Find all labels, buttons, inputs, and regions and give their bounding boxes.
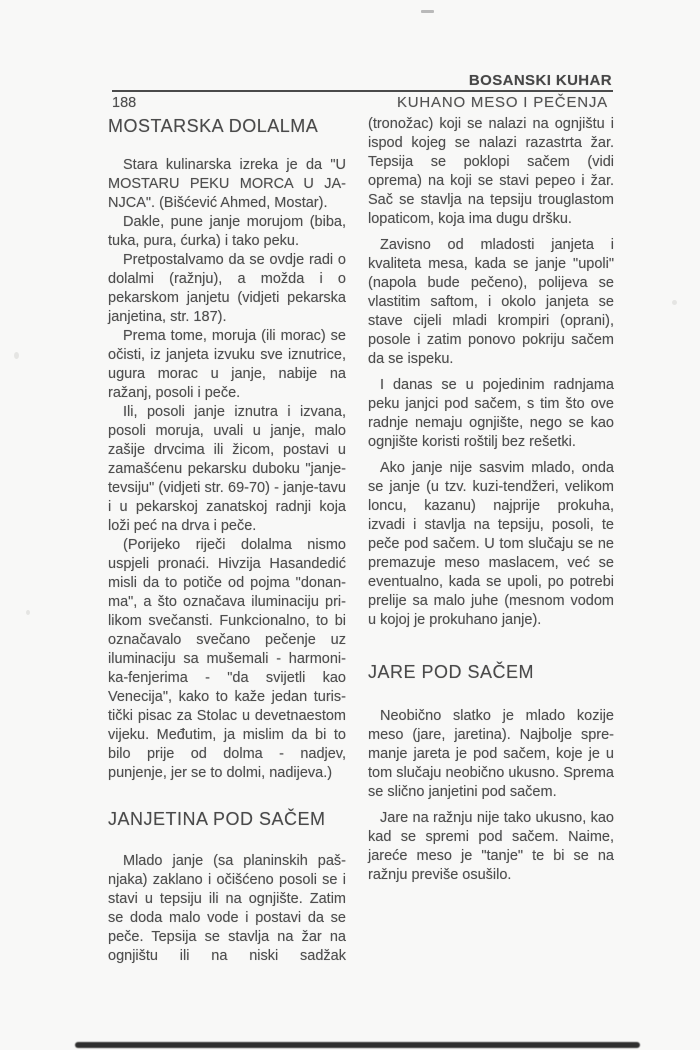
scan-artifact-top-dash [421,10,434,13]
paragraph: Prema tome, moruja (ili morac) se očisti, iz janjeta izvuku sve iznutrice, ugura morac u janje, nabije na ražanj, posoli i peče. [108,328,346,401]
section-heading-jare-pod-sacem: JARE POD SAČEM [368,662,535,682]
paragraph: Dakle, pune janje morujom (biba, tuka, pura, ćurka) i tako peku. [108,214,346,249]
paragraph: Ili, posoli janje iznutra i izvana, posoli moruja, uvali u janje, malo zašije drvcima ili žicom, postavi u zamašćenu pekarsku duboku "janje-tevsiju" (vidjeti str. 69-70) - janje-tavu i u pekarskoj zanatskoj radnji koja loži peć na drva i peče. [108,404,346,534]
scan-artifact-bottom-bar [75,1042,640,1048]
paragraph: (tronožac) koji se nalazi na ognjištu i ispod kojeg se nalazi razastrta žar. Tepsija se poklopi sačem (vidi oprema) na koji se stavi pepeo i žar. Sač se stavlja na tepsiju trouglastom lopaticom, koja ima dugu dršku. [368,116,614,227]
header-rule [112,90,613,92]
chapter-title: KUHANO MESO I PEČENJA [396,94,608,111]
paragraph: Neobično slatko je mlado kozije meso (jare, jaretina). Najbolje spremanje jareta je pod sačem, koje je u tom slučaju neobično ukusno. Sprema se slično janjetini pod sačem. [368,708,614,800]
right-column [368,115,614,892]
scan-artifact-speck [26,610,30,615]
left-column [108,114,346,966]
section-heading-janjetina-pod-sacem: JANJETINA POD SAČEM [108,809,326,829]
scan-artifact-speck [672,300,677,305]
paragraph: Mlado janje (sa planinskih pašnjaka) zaklano i očišćeno posoli se i stavi u tepsiju ili na ognjište. Zatim se doda malo vode i postavi da se peče. Tepsija se stavlja na žar na ognjištu ili na niski sadžak [108,853,346,964]
page-number: 188 [112,95,137,111]
paragraph: Ako janje nije sasvim mlado, onda se janje (u tzv. kuzi-tendžeri, velikom loncu, kazanu) najprije prokuha, izvadi i stavlja na tepsiju, posoli, te peče pod sačem. U tom slučaju se ne premazuje meso maslacem, već se eventualno, kada se upoli, po potrebi prelije sa malo juhe (mesnom vodom u kojoj je prokuhano janje). [368,460,614,628]
paragraph: (Porijeko riječi dolalma nismo uspjeli pronaći. Hivzija Hasandedić misli da to potiče od pojma "donanma", a što označava iluminaciju prilikom svečansti. Funkcionalno, to bi označavalo svečano pečenje uz iluminaciju sa mušemali - harmonika-fenjerima - "da svijetli kao Venecija", kako to kaže jedan turistički pisac za Stolac u devetnaestom vijeku. Međutim, ja mislim da bi to bilo prije od dolma - nadjev, punjenje, jer se to dolmi, nadijeva.) [108,537,346,781]
scan-artifact-speck [14,352,19,359]
paragraph: I danas se u pojedinim radnjama peku janjci pod sačem, s tim što ove radnje nemaju ognjište, nego se kao ognjište koristi roštilj bez rešetki. [368,377,614,450]
paragraph: Stara kulinarska izreka je da "U MOSTARU PEKU MORCA U JANJCA". (Bišćević Ahmed, Mostar). [108,157,346,211]
paragraph: Jare na ražnju nije tako ukusno, kao kad se spremi pod sačem. Naime, jareće meso je "tanje" te bi se na ražnju previše osušilo. [368,810,614,883]
book-title: BOSANSKI KUHAR [468,72,612,89]
section-heading-mostarska-dolalma: MOSTARSKA DOLALMA [108,116,319,136]
paragraph: Pretpostalvamo da se ovdje radi o dolalmi (ražnju), a možda i o pekarskom janjetu (vidjeti pekarska janjetina, str. 187). [108,252,346,325]
paragraph: Zavisno od mladosti janjeta i kvaliteta mesa, kada se janje "upoli" (napola bude pečeno), polijeva se vlastitim saftom, i okolo janjeta se stave cijeli mladi krompiri (oprani), posole i zatim ponovo pokriju sačem da se ispeku. [368,237,614,367]
